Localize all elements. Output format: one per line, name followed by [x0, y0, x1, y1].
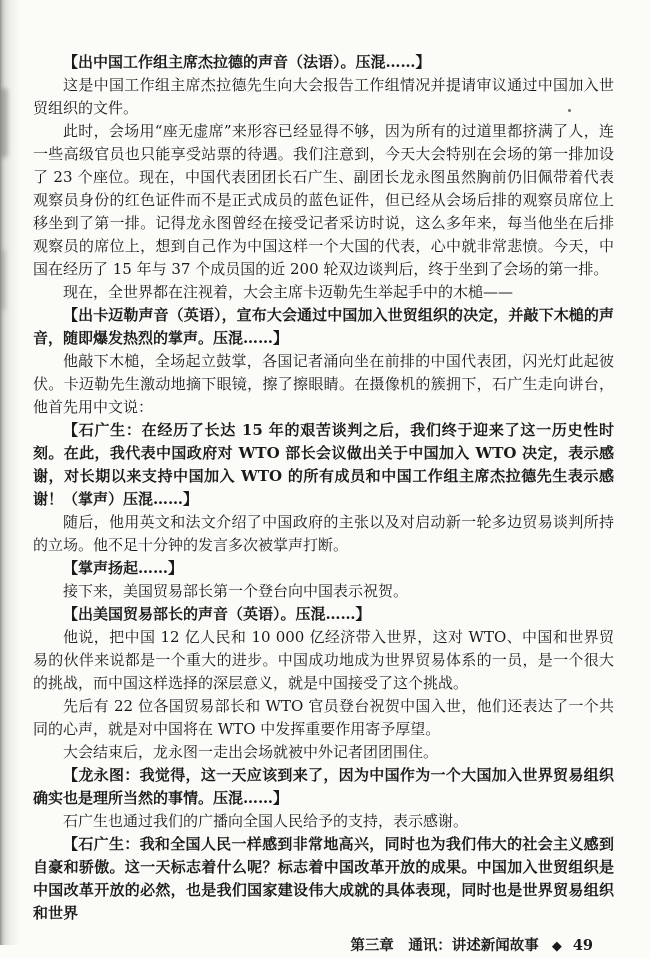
paragraph: 【出美国贸易部长的声音（英语）。压混……】 [63, 605, 371, 623]
paragraph: 现在，全世界都在注视着，大会主席卡迈勒先生举起手中的木槌—— [63, 283, 514, 301]
paragraph: 此时，会场用“座无虚席”来形容已经显得不够，因为所有的过道里都挤满了人，连一些高级官员也只能享受站票的待遇。我们注意到，今天大会特别在会场的第一排加设了 23 个座位。现在，中国代表团团长石广生、副团长龙永图虽然胸前仍旧佩带着代表观察员身份的红色证件而不是正式成员的蓝色证件，但已经从会场后排的观察员席位上移坐到了第一排。记得龙永图曾经在接受记者采访时说，这么多年来，每当他坐在后排观察员的席位上，想到自己作为中国这样一个大国的代表，心中就非常悲愤。今天，中国在经历了 15 年与 37 个成员国的近 200 轮双边谈判后，终于坐到了会场的第一排。 [33, 122, 614, 278]
footer-chapter-label: 第三章 [350, 937, 394, 954]
diamond-icon: ◆ [551, 939, 562, 954]
paragraph: 他敲下木槌，全场起立鼓掌，各国记者涌向坐在前排的中国代表团，闪光灯此起彼伏。卡迈勒先生激动地摘下眼镜，擦了擦眼睛。在摄像机的簇拥下，石广生走向讲台，他首先用中文说： [33, 352, 614, 416]
paragraph: 这是中国工作组主席杰拉德先生向大会报告工作组情况并提请审议通过中国加入世贸组织的文件。 [33, 76, 614, 117]
paragraph: 石广生也通过我们的广播向全国人民给予的支持，表示感谢。 [63, 812, 469, 830]
paragraph: 接下来，美国贸易部长第一个登台向中国表示祝贺。 [63, 582, 409, 600]
page-body-text [33, 51, 614, 958]
footer-page-number: 49 [572, 937, 593, 954]
paragraph: 大会结束后，龙永图一走出会场就被中外记者团团围住。 [63, 743, 439, 761]
scan-smudge-artifact [0, 250, 6, 310]
paragraph: 【出卡迈勒声音（英语），宣布大会通过中国加入世贸组织的决定，并敲下木槌的声音，随即爆发热烈的掌声。压混……】 [33, 306, 614, 347]
paragraph: 随后，他用英文和法文介绍了中国政府的主张以及对启动新一轮多边贸易谈判所持的立场。他不足十分钟的发言多次被掌声打断。 [33, 513, 614, 554]
paragraph: 【石广生：在经历了长达 15 年的艰苦谈判之后，我们终于迎来了这一历史性时刻。在此，我代表中国政府对 WTO 部长会议做出关于中国加入 WTO 决定，表示感谢，对长期以来支持中国加入 WTO 的所有成员和中国工作组主席杰拉德先生表示感谢！（掌声）压混……】 [33, 421, 614, 508]
paragraph: 【龙永图：我觉得，这一天应该到来了，因为中国作为一个大国加入世界贸易组织确实也是理所当然的事情。压混……】 [33, 766, 614, 807]
page-footer [33, 934, 614, 958]
paragraph: 他说，把中国 12 亿人民和 10 000 亿经济带入世界，这对 WTO、中国和世界贸易的伙伴来说都是一个重大的进步。中国成功地成为世界贸易体系的一员，是一个很大的挑战，而中国这样选择的深层意义，就是中国接受了这个挑战。 [33, 628, 614, 692]
scan-smudge-artifact [0, 88, 8, 158]
paragraph: 先后有 22 位各国贸易部长和 WTO 官员登台祝贺中国入世，他们还表达了一个共同的心声，就是对中国将在 WTO 中发挥重要作用寄予厚望。 [33, 697, 614, 738]
footer-section-title: 通讯：讲述新闻故事 [408, 937, 539, 954]
paragraph: 【石广生：我和全国人民一样感到非常地高兴，同时也为我们伟大的社会主义感到自豪和骄傲。这一天标志着什么呢？标志着中国改革开放的成果。中国加入世贸组织是中国改革开放的必然，也是我们国家建设伟大成就的具体表现，同时也是世界贸易组织和世界 [33, 835, 614, 922]
paragraph: 【出中国工作组主席杰拉德的声音（法语）。压混……】 [63, 53, 431, 71]
paragraph: 【掌声扬起……】 [63, 559, 184, 577]
